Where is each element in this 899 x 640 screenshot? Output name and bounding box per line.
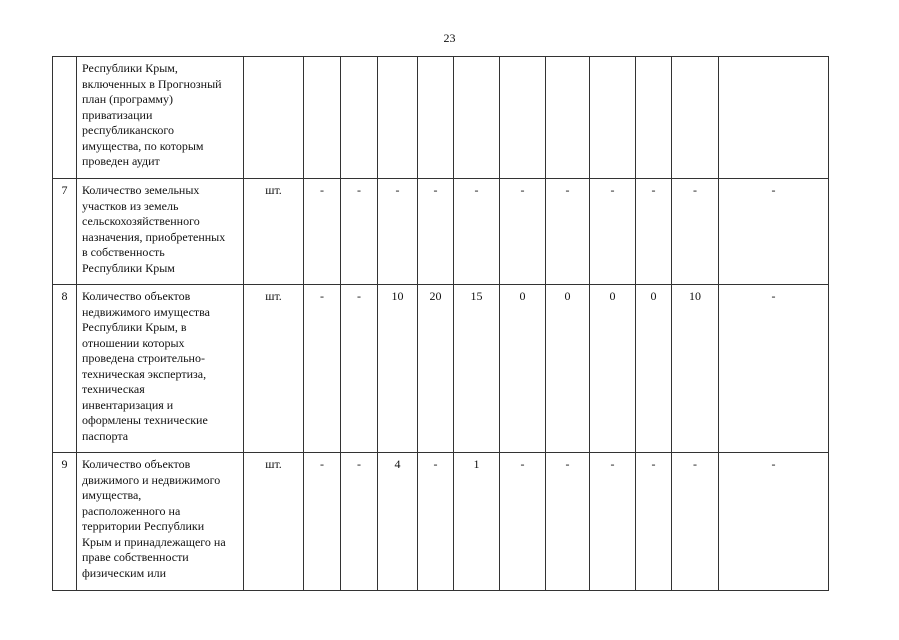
table-body [53, 57, 829, 591]
value-cell [454, 57, 500, 179]
value-cell [672, 57, 719, 179]
value-cell: - [672, 179, 719, 285]
indicator-description [77, 179, 244, 285]
description-line: техническая [82, 382, 145, 396]
value-cell [546, 57, 590, 179]
value-cell: - [341, 453, 378, 591]
value-cell: - [341, 179, 378, 285]
description-line: назначения, приобретенных [82, 229, 226, 244]
unit-cell [244, 57, 304, 179]
description-line: приватизации [82, 107, 153, 122]
value-cell: - [418, 453, 454, 591]
value-cell [341, 57, 378, 179]
description-line: проведен аудит [82, 154, 160, 168]
description-line: расположенного на [82, 503, 181, 518]
value-cell: 0 [546, 285, 590, 453]
value-cell: - [304, 179, 341, 285]
description-line: отношении которых [82, 335, 185, 350]
row-number: 8 [53, 285, 77, 453]
value-cell [719, 57, 829, 179]
description-line: Количество объектов [82, 289, 191, 303]
indicator-description [77, 453, 244, 591]
value-cell: - [341, 285, 378, 453]
description-line: Количество объектов [82, 457, 191, 471]
description-line: имущества, [82, 488, 142, 502]
value-cell: - [636, 453, 672, 591]
value-cell [500, 57, 546, 179]
value-cell: - [546, 179, 590, 285]
description-line: Крым и принадлежащего на [82, 534, 226, 549]
value-cell: - [378, 179, 418, 285]
description-line: движимого и недвижимого [82, 472, 221, 487]
page-number: 23 [443, 31, 456, 45]
indicator-table [52, 56, 829, 591]
row-number: 9 [53, 453, 77, 591]
value-cell [378, 57, 418, 179]
value-cell: - [590, 453, 636, 591]
table-row [53, 57, 829, 179]
description-line: Количество земельных [82, 183, 200, 197]
value-cell: 4 [378, 453, 418, 591]
value-cell [636, 57, 672, 179]
description-line: техническая экспертиза, [82, 366, 207, 381]
row-number: 7 [53, 179, 77, 285]
value-cell [590, 57, 636, 179]
value-cell: 1 [454, 453, 500, 591]
description-line: проведена строительно- [82, 351, 205, 365]
table-row [53, 285, 829, 453]
value-cell: - [418, 179, 454, 285]
value-cell: - [719, 179, 829, 285]
value-cell: 15 [454, 285, 500, 453]
value-cell: - [636, 179, 672, 285]
unit-cell: шт. [244, 179, 304, 285]
description-line: оформлены технические [82, 413, 208, 427]
unit-cell: шт. [244, 453, 304, 591]
description-line: в собственность [82, 245, 165, 259]
description-line: включенных в Прогнозный [82, 76, 222, 91]
value-cell: - [500, 179, 546, 285]
value-cell: - [719, 285, 829, 453]
indicator-description [77, 57, 244, 179]
value-cell: - [500, 453, 546, 591]
row-number [53, 57, 77, 179]
value-cell [304, 57, 341, 179]
description-line: физическим или [82, 565, 167, 580]
value-cell: - [546, 453, 590, 591]
description-line: праве собственности [82, 550, 189, 564]
description-line: Республики Крым, в [82, 320, 187, 334]
table-row [53, 179, 829, 285]
description-line: Республики Крым, [82, 61, 178, 75]
value-cell [418, 57, 454, 179]
description-line: республиканского [82, 123, 174, 137]
value-cell: 0 [636, 285, 672, 453]
value-cell: - [304, 285, 341, 453]
description-line: участков из земель [82, 198, 179, 213]
value-cell: - [719, 453, 829, 591]
value-cell: - [304, 453, 341, 591]
value-cell: 0 [500, 285, 546, 453]
description-line: паспорта [82, 428, 129, 443]
description-line: сельскохозяйственного [82, 214, 200, 228]
description-line: имущества, по которым [82, 138, 204, 153]
value-cell: 0 [590, 285, 636, 453]
value-cell: 10 [378, 285, 418, 453]
unit-cell: шт. [244, 285, 304, 453]
description-line: план (программу) [82, 92, 174, 106]
indicator-description [77, 285, 244, 453]
value-cell: - [454, 179, 500, 285]
value-cell: - [672, 453, 719, 591]
value-cell: 20 [418, 285, 454, 453]
description-line: инвентаризация и [82, 397, 174, 412]
table-row [53, 453, 829, 591]
value-cell: - [590, 179, 636, 285]
description-line: недвижимого имущества [82, 304, 210, 319]
description-line: территории Республики [82, 519, 205, 533]
description-line: Республики Крым [82, 260, 175, 275]
value-cell: 10 [672, 285, 719, 453]
